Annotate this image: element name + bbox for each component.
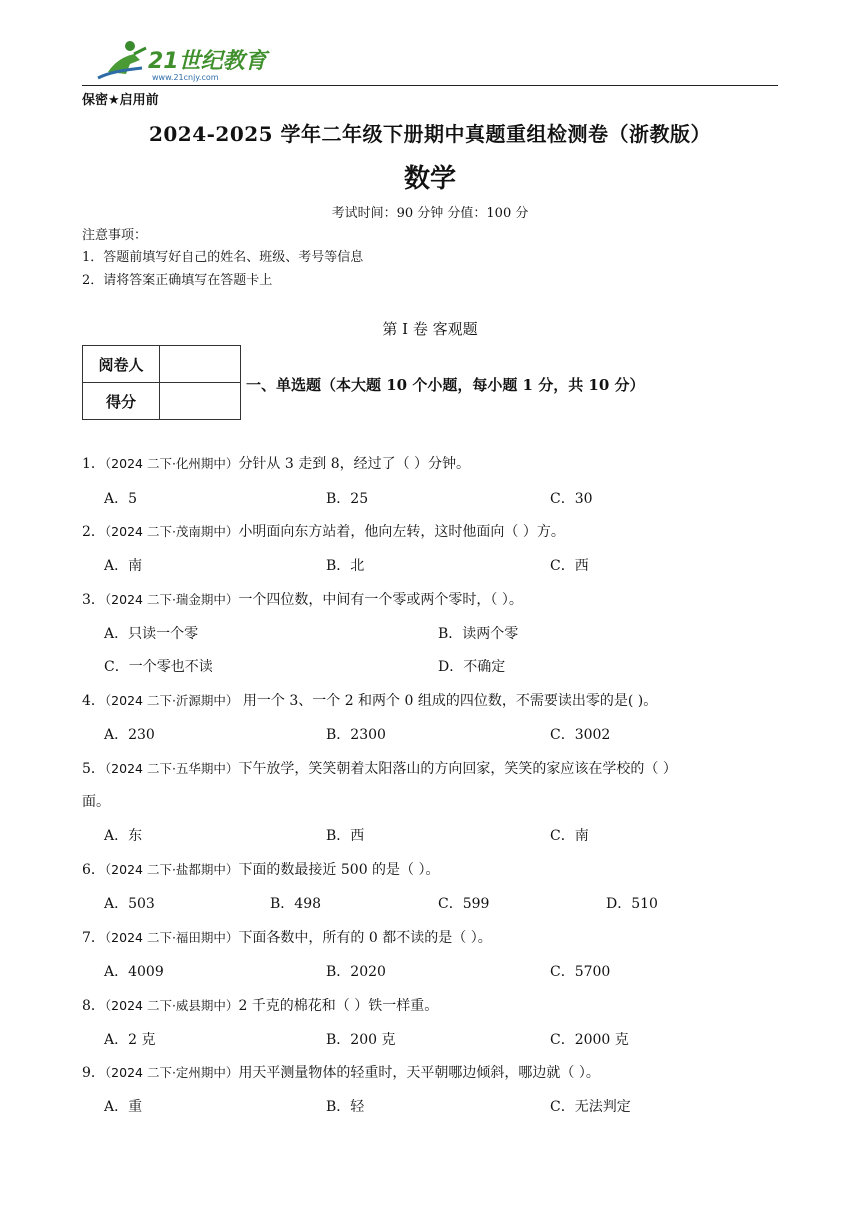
question-5: [82, 758, 677, 778]
question-source: （2024 二下·威县期中）: [104, 998, 239, 1013]
option[interactable]: C．西: [550, 558, 589, 574]
question-text: 小明面向东方站着，他向左转，这时他面向（ ）方。: [238, 524, 565, 540]
exam-info: 考试时间：90 分钟 分值：100 分: [331, 206, 529, 221]
logo: [90, 38, 270, 86]
question-source: （2024 二下·福田期中）: [104, 930, 239, 945]
option[interactable]: B．2020: [326, 964, 386, 980]
subject-title: 数学: [403, 164, 456, 194]
question-number: 3．: [82, 592, 105, 608]
question-number: 2．: [82, 524, 105, 540]
question-text: 分针从 3 走到 8，经过了（ ）分钟。: [238, 456, 471, 472]
option[interactable]: B．25: [326, 491, 369, 507]
score-cell[interactable]: [160, 383, 241, 420]
option[interactable]: A．4009: [104, 964, 164, 980]
reviewer-label: 阅卷人: [83, 346, 160, 383]
question-text: 下午放学，笑笑朝着太阳落山的方向回家，笑笑的家应该在学校的（ ）: [238, 761, 677, 777]
option[interactable]: A．230: [104, 727, 155, 743]
option[interactable]: C．5700: [550, 964, 611, 980]
note-item: 2．请将答案正确填写在答题卡上: [82, 273, 273, 288]
question-9: [82, 1062, 600, 1082]
question-source: （2024 二下·化州期中）: [104, 456, 239, 471]
score-label: 得分: [83, 383, 160, 420]
question-source: （2024 二下·沂源期中）: [104, 693, 239, 708]
part-heading: 一、单选题（本大题 10 个小题，每小题 1 分，共 10 分）: [246, 376, 645, 394]
question-3: [82, 589, 523, 609]
question-4: [82, 690, 657, 710]
header-divider: [82, 85, 778, 86]
score-table: [82, 345, 241, 420]
option[interactable]: B．498: [270, 896, 322, 912]
question-1: [82, 453, 470, 473]
question-source: （2024 二下·盐都期中）: [104, 862, 239, 877]
question-source: （2024 二下·瑞金期中）: [104, 592, 239, 607]
question-number: 8．: [82, 998, 105, 1014]
option[interactable]: C．30: [550, 491, 593, 507]
logo-url: www.21cnjy.com: [152, 73, 219, 82]
question-text: 2 千克的棉花和（ ）铁一样重。: [238, 998, 439, 1014]
question-text-continued: 面。: [82, 794, 110, 810]
option[interactable]: A．5: [104, 491, 138, 507]
option[interactable]: A．只读一个零: [104, 626, 199, 642]
logo-text: 21世纪教育: [148, 49, 267, 74]
option[interactable]: C．3002: [550, 727, 611, 743]
question-number: 6．: [82, 862, 105, 878]
option[interactable]: C．一个零也不读: [104, 659, 213, 675]
question-number: 1．: [82, 456, 105, 472]
option[interactable]: C．南: [550, 828, 589, 844]
option[interactable]: B．200 克: [326, 1032, 396, 1048]
exam-title: 2024-2025 学年二年级下册期中真题重组检测卷（浙教版）: [148, 122, 712, 146]
question-source: （2024 二下·定州期中）: [104, 1065, 239, 1080]
question-text: 下面各数中，所有的 0 都不读的是（ ）。: [238, 930, 492, 946]
question-number: 5．: [82, 761, 105, 777]
option[interactable]: B．轻: [326, 1099, 365, 1115]
reviewer-cell[interactable]: [160, 346, 241, 383]
question-number: 9．: [82, 1065, 105, 1081]
question-number: 4．: [82, 693, 105, 709]
question-text: 用一个 3、一个 2 和两个 0 组成的四位数，不需要读出零的是( )。: [238, 693, 658, 709]
option[interactable]: D．不确定: [438, 659, 506, 675]
section-title: 第 I 卷 客观题: [382, 320, 478, 338]
question-7: [82, 927, 492, 947]
question-source: （2024 二下·五华期中）: [104, 761, 239, 776]
note-item: 1．答题前填写好自己的姓名、班级、考号等信息: [82, 250, 364, 265]
option[interactable]: A．重: [104, 1099, 143, 1115]
option[interactable]: A．503: [104, 896, 155, 912]
option[interactable]: B．2300: [326, 727, 386, 743]
question-source: （2024 二下·茂南期中）: [104, 524, 239, 539]
question-8: [82, 995, 438, 1015]
option[interactable]: A．南: [104, 558, 143, 574]
question-text: 一个四位数，中间有一个零或两个零时，（ ）。: [238, 592, 523, 608]
option[interactable]: A．2 克: [104, 1032, 156, 1048]
option[interactable]: B．读两个零: [438, 626, 519, 642]
question-text: 用天平测量物体的轻重时，天平朝哪边倾斜，哪边就（ ）。: [238, 1065, 600, 1081]
question-6: [82, 859, 440, 879]
option[interactable]: B．西: [326, 828, 365, 844]
runner-logo-icon: [98, 41, 146, 78]
question-number: 7．: [82, 930, 105, 946]
option[interactable]: C．无法判定: [550, 1099, 631, 1115]
option[interactable]: A．东: [104, 828, 143, 844]
option[interactable]: C．599: [438, 896, 490, 912]
secret-label: 保密★启用前: [82, 93, 159, 108]
option[interactable]: D．510: [606, 896, 658, 912]
option[interactable]: B．北: [326, 558, 365, 574]
question-2: [82, 521, 565, 541]
option[interactable]: C．2000 克: [550, 1032, 629, 1048]
notes-heading: 注意事项：: [82, 228, 148, 243]
question-text: 下面的数最接近 500 的是（ ）。: [238, 862, 440, 878]
